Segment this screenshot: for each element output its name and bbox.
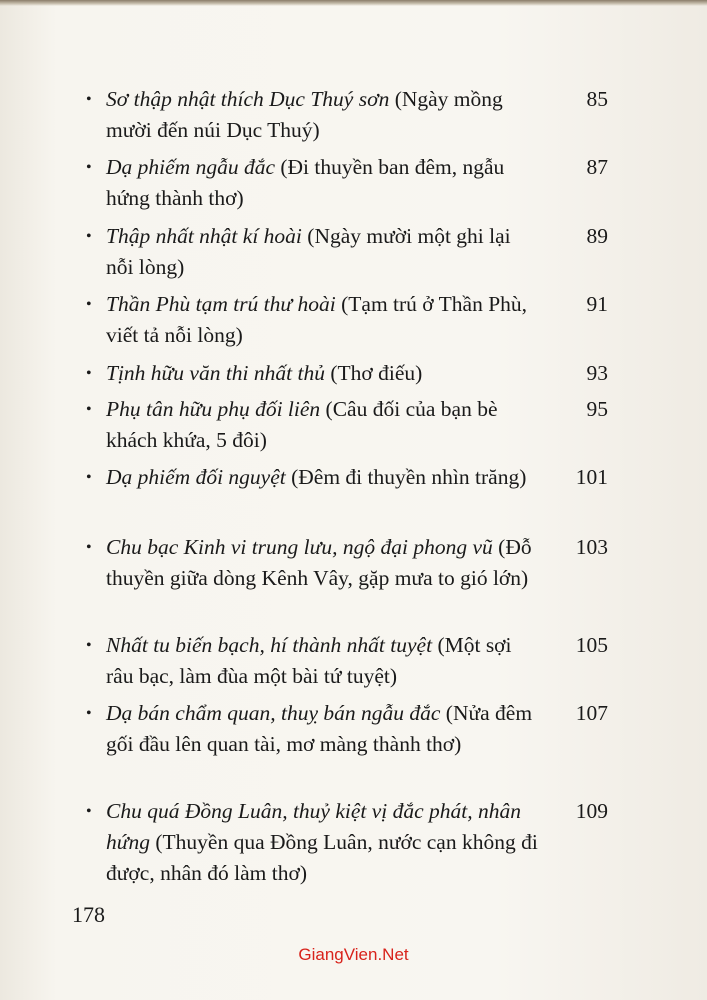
entry-title: Chu bạc Kinh vi trung lưu, ngộ đại phong vũ [106, 535, 493, 559]
bullet-icon: • [86, 401, 92, 418]
bullet-icon: • [86, 705, 92, 722]
entry-text [106, 532, 538, 594]
entry-description: (Câu đối của bạn bè khách khứa, 5 đôi) [106, 397, 498, 452]
entry-title: Dạ phiếm ngẫu đắc [106, 155, 275, 179]
entry-page-number: 91 [586, 292, 608, 316]
entry-text [106, 698, 538, 760]
bullet-icon: • [86, 803, 92, 820]
entry-description: (Ngày mười một ghi lại nỗi lòng) [106, 224, 511, 279]
entry-text [106, 221, 538, 283]
entry-description: (Thuyền qua Đồng Luân, nước cạn không đi được, nhân đó làm thơ) [106, 830, 538, 885]
bullet-icon: • [86, 469, 92, 486]
bullet-icon: • [86, 296, 92, 313]
bullet-icon: • [86, 159, 92, 176]
entry-title: Tịnh hữu văn thi nhất thủ [106, 361, 325, 385]
bullet-icon: • [86, 228, 92, 245]
entry-page-number: 87 [586, 155, 608, 179]
entry-title: Chu quá Đồng Luân, thuỷ kiệt vị đắc phát, nhân hứng [106, 799, 522, 854]
entry-page-number: 93 [586, 361, 608, 385]
entry-text [106, 358, 538, 389]
entry-description: (Đêm đi thuyền nhìn trăng) [291, 465, 527, 489]
entry-page-number: 89 [586, 224, 608, 248]
entry-description: (Một sợi râu bạc, làm đùa một bài tứ tuyệt) [106, 633, 512, 688]
bullet-icon: • [86, 365, 92, 382]
entry-text [106, 630, 538, 692]
entry-title: Phụ tân hữu phụ đối liên [106, 397, 321, 421]
entry-description: (Đi thuyền ban đêm, ngẫu hứng thành thơ) [106, 155, 505, 210]
bullet-icon: • [86, 539, 92, 556]
entry-page-number: 103 [575, 535, 608, 559]
entry-description: (Tạm trú ở Thần Phù, viết tả nỗi lòng) [106, 292, 528, 347]
bullet-icon: • [86, 91, 92, 108]
entry-title: Thần Phù tạm trú thư hoài [106, 292, 336, 316]
entry-text [106, 462, 538, 493]
entry-text [106, 796, 538, 889]
entry-title: Dạ bán chẩm quan, thuỵ bán ngẫu đắc [106, 701, 441, 725]
entry-text [106, 394, 538, 456]
entry-text [106, 289, 538, 351]
entry-page-number: 85 [586, 87, 608, 111]
entry-description: (Nửa đêm gối đầu lên quan tài, mơ màng thành thơ) [106, 701, 533, 756]
entry-description: (Thơ điếu) [330, 361, 423, 385]
page-top-edge [0, 0, 707, 6]
bullet-icon: • [86, 637, 92, 654]
entry-page-number: 107 [575, 701, 608, 725]
entry-title: Sơ thập nhật thích Dục Thuý sơn [106, 87, 390, 111]
page-number: 178 [72, 902, 105, 927]
entry-title: Nhất tu biến bạch, hí thành nhất tuyệt [106, 633, 433, 657]
entry-text [106, 84, 538, 146]
entry-page-number: 95 [586, 397, 608, 421]
entry-page-number: 105 [575, 633, 608, 657]
entry-page-number: 109 [575, 799, 608, 823]
entry-text [106, 152, 538, 214]
entry-title: Thập nhất nhật kí hoài [106, 224, 302, 248]
entry-title: Dạ phiếm đối nguyệt [106, 465, 286, 489]
entry-description: (Đỗ thuyền giữa dòng Kênh Vây, gặp mưa to gió lớn) [106, 535, 532, 590]
entry-description: (Ngày mồng mười đến núi Dục Thuý) [106, 87, 503, 142]
watermark: GiangVien.Net [298, 945, 409, 964]
entry-page-number: 101 [575, 465, 608, 489]
